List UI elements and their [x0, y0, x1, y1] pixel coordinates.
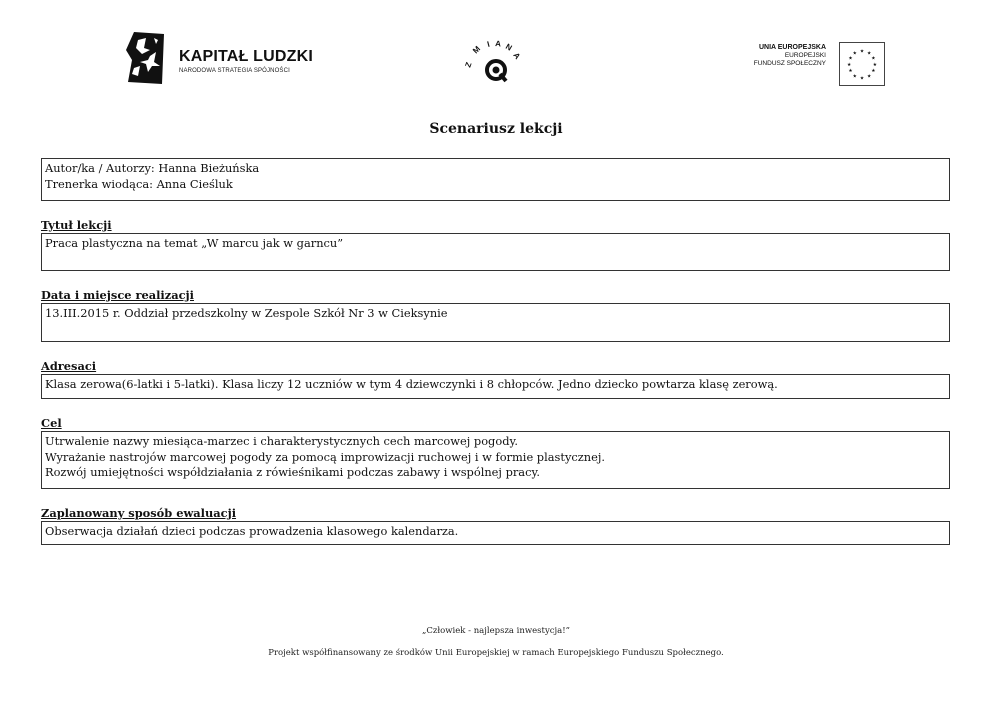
- zmiana-logo: [463, 38, 526, 88]
- date-place-value: 13.III.2015 r. Oddział przedszkolny w Zespole Szkół Nr 3 w Cieksynie: [45, 306, 448, 320]
- svg-text:★: ★: [872, 62, 878, 68]
- eu-text: [754, 44, 826, 68]
- kapital-ludzki-subtitle: NARODOWA STRATEGIA SPÓJNOŚCI: [179, 68, 290, 74]
- svg-text:★: ★: [867, 51, 872, 57]
- authors-line: Autor/ka / Autorzy: Hanna Bieżuńska: [45, 161, 260, 175]
- evaluation-label: Zaplanowany sposób ewaluacji: [41, 506, 237, 520]
- footer-slogan: „Człowiek - najlepsza inwestycja!”: [422, 626, 570, 636]
- svg-text:I: I: [486, 39, 491, 49]
- svg-text:★: ★: [848, 69, 853, 75]
- date-place-label: Data i miejsce realizacji: [41, 288, 194, 302]
- svg-text:★: ★: [859, 49, 865, 55]
- svg-text:Z: Z: [463, 61, 474, 69]
- evaluation-value: Obserwacja działań dzieci podczas prowadzenia klasowego kalendarza.: [45, 524, 459, 538]
- audience-value: Klasa zerowa(6-latki i 5-latki). Klasa liczy 12 uczniów w tym 4 dziewczynki i 8 chłopców. Jedno dziecko powtarza klasę zerową.: [45, 377, 778, 391]
- header-logos: [0, 0, 992, 100]
- svg-text:M: M: [471, 44, 483, 56]
- eu-line-1: UNIA EUROPEJSKA: [758, 44, 826, 51]
- audience-label: Adresaci: [41, 359, 97, 373]
- svg-text:★: ★: [852, 74, 857, 80]
- svg-text:★: ★: [867, 74, 872, 80]
- goal-box: [41, 431, 950, 489]
- svg-text:★: ★: [859, 76, 865, 82]
- kapital-ludzki-title: KAPITAŁ LUDZKI: [179, 48, 314, 65]
- eu-line-3: FUNDUSZ SPOŁECZNY: [753, 60, 826, 67]
- audience-box: [41, 374, 950, 399]
- svg-text:A: A: [511, 50, 523, 61]
- eu-logo: [726, 40, 896, 88]
- svg-text:★: ★: [852, 51, 857, 57]
- page-title: Scenariusz lekcji: [429, 121, 563, 137]
- svg-text:N: N: [504, 41, 514, 53]
- goal-line-3: Rozwój umiejętności współdziałania z rówieśnikami podczas zabawy i wspólnej pracy.: [45, 465, 541, 479]
- goal-line-2: Wyrażanie nastrojów marcowej pogody za pomocą improwizacji ruchowej i w formie plastycznej.: [45, 449, 605, 464]
- lesson-title-box: [41, 233, 950, 271]
- svg-text:★: ★: [846, 62, 852, 68]
- kapital-ludzki-logo: [124, 30, 354, 90]
- svg-text:A: A: [494, 39, 502, 49]
- date-place-box: [41, 303, 950, 342]
- eu-flag-icon: [839, 42, 885, 86]
- lead-trainer-line: Trenerka wiodąca: Anna Cieśluk: [45, 176, 233, 191]
- lesson-title-label: Tytuł lekcji: [41, 218, 112, 232]
- zmiana-logo-icon: [463, 38, 526, 88]
- svg-text:★: ★: [848, 56, 853, 62]
- kapital-ludzki-mark-icon: [124, 30, 166, 86]
- lesson-title-value: Praca plastyczna na temat „W marcu jak w garncu”: [45, 236, 344, 250]
- goal-label: Cel: [41, 416, 62, 430]
- svg-text:★: ★: [871, 69, 876, 75]
- evaluation-box: [41, 521, 950, 545]
- eu-line-2: EUROPEJSKI: [784, 52, 826, 59]
- footer-funding: Projekt współfinansowany ze środków Unii Europejskiej w ramach Europejskiego Funduszu Społecznego.: [268, 648, 724, 658]
- authors-box: [41, 158, 950, 201]
- goal-line-1: Utrwalenie nazwy miesiąca-marzec i charakterystycznych cech marcowej pogody.: [45, 434, 519, 448]
- svg-text:★: ★: [871, 56, 876, 62]
